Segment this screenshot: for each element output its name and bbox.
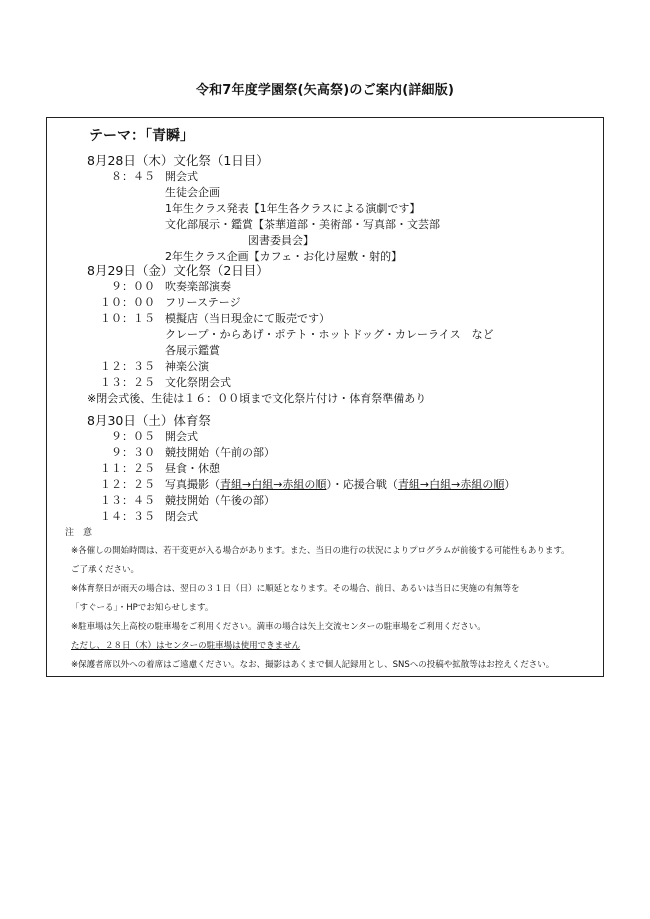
- note-line: ご了承ください。: [71, 565, 140, 575]
- schedule-row: ９：０５ 開会式: [111, 430, 198, 443]
- theme-heading: テーマ：「青瞬」: [89, 128, 194, 144]
- schedule-row: 各展示鑑賞: [165, 344, 220, 357]
- schedule-row: クレープ・からあげ・ポテト・ホットドッグ・カレーライス など: [165, 328, 494, 341]
- day2-heading: 8月29日（金）文化祭（2日目）: [87, 263, 269, 278]
- schedule-row: 1年生クラス発表【1年生各クラスによる演劇です】: [165, 202, 421, 215]
- note-line: 「すぐーる」・HPでお知らせします。: [71, 603, 214, 613]
- note-line-underlined: ただし、２８日（木）はセンターの駐車場は使用できません: [71, 641, 301, 651]
- schedule-row: 図書委員会】: [248, 234, 314, 247]
- day3-heading: 8月30日（土）体育祭: [87, 413, 211, 428]
- document-title: 令和7年度学園祭(矢高祭)のご案内(詳細版): [195, 83, 455, 98]
- notes-heading: 注 意: [65, 528, 93, 538]
- order-underlined: 青組→白組→赤組の順: [220, 478, 327, 491]
- note-line: ※体育祭日が雨天の場合は、翌日の３１日（日）に順延となります。その場合、前日、あるいは当日に実施の有無等を: [71, 584, 520, 594]
- schedule-row: １４：３５ 閉会式: [100, 510, 198, 523]
- schedule-row: ９：３０ 競技開始（午前の部）: [111, 446, 275, 459]
- note-line: ※保護者席以外への着席はご遠慮ください。なお、撮影はあくまで個人記録用とし、SNSへの投稿や拡散等はお控えください。: [71, 660, 555, 670]
- schedule-row: 文化部展示・鑑賞【茶華道部・美術部・写真部・文芸部: [165, 218, 440, 231]
- note-line: ※各催しの開始時間は、若干変更が入る場合があります。また、当日の進行の状況によりプログラムが前後する可能性もあります。: [71, 546, 570, 556]
- schedule-row: ９：００ 吹奏楽部演奏: [111, 280, 231, 293]
- day2-note: ※閉会式後、生徒は１６：００頃まで文化祭片付け・体育祭準備あり: [87, 392, 427, 405]
- note-line: ※駐車場は矢上高校の駐車場をご利用ください。満車の場合は矢上交流センターの駐車場をご利用ください。: [71, 622, 486, 632]
- order-underlined: 青組→白組→赤組の順: [397, 478, 505, 491]
- schedule-row: １１：２５ 昼食・休憩: [100, 462, 220, 475]
- schedule-row: 2年生クラス企画【カフェ・お化け屋敷・射的】: [165, 250, 403, 263]
- schedule-row: １２：３５ 神楽公演: [100, 360, 209, 373]
- schedule-row: １３：２５ 文化祭閉会式: [100, 376, 231, 389]
- schedule-row: １３：４５ 競技開始（午後の部）: [100, 494, 275, 507]
- schedule-row: 生徒会企画: [165, 186, 220, 199]
- schedule-row: １２：２５ 写真撮影（青組→白組→赤組の順）・応援合戦（青組→白組→赤組の順）: [100, 478, 516, 491]
- schedule-row: １０：１５ 模擬店（当日現金にて販売です）: [100, 312, 330, 325]
- schedule-box: [46, 117, 604, 677]
- day1-heading: 8月28日（木）文化祭（1日目）: [87, 153, 269, 168]
- schedule-row: １０：００ フリーステージ: [100, 296, 241, 309]
- schedule-row: ８：４５ 開会式: [111, 170, 198, 183]
